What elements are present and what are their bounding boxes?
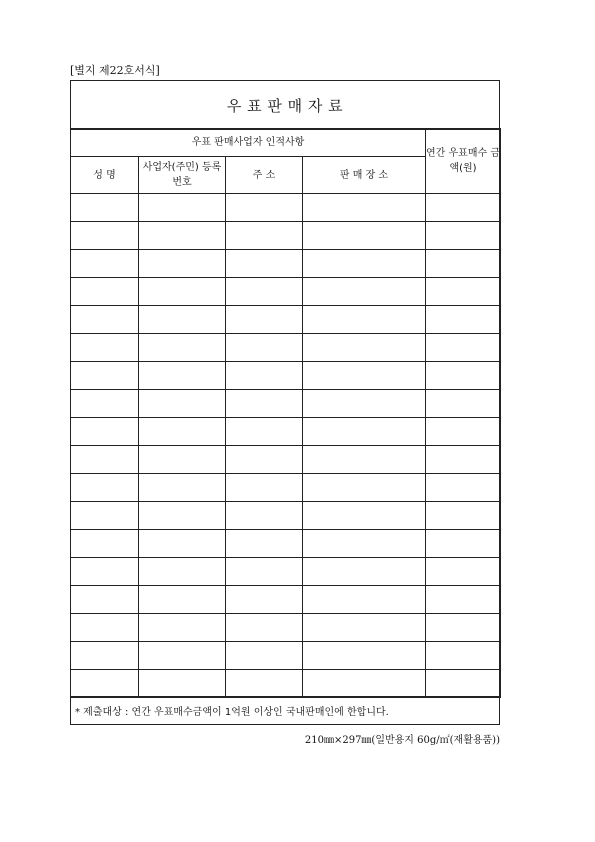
table-row <box>71 614 501 642</box>
sales-place-cell[interactable] <box>303 278 426 306</box>
sales-place-cell[interactable] <box>303 250 426 278</box>
registration-number-cell[interactable] <box>139 670 226 698</box>
registration-number-cell[interactable] <box>139 250 226 278</box>
address-cell[interactable] <box>226 390 303 418</box>
table-row <box>71 222 501 250</box>
registration-number-cell[interactable] <box>139 474 226 502</box>
annual-amount-cell[interactable] <box>426 446 501 474</box>
annual-amount-cell[interactable] <box>426 586 501 614</box>
annual-amount-cell[interactable] <box>426 614 501 642</box>
name-cell[interactable] <box>71 558 139 586</box>
table-row <box>71 446 501 474</box>
annual-amount-cell[interactable] <box>426 306 501 334</box>
annual-amount-cell[interactable] <box>426 502 501 530</box>
address-cell[interactable] <box>226 418 303 446</box>
registration-number-cell[interactable] <box>139 278 226 306</box>
address-cell[interactable] <box>226 670 303 698</box>
table-row <box>71 334 501 362</box>
annual-amount-cell[interactable] <box>426 278 501 306</box>
name-cell[interactable] <box>71 194 139 222</box>
name-cell[interactable] <box>71 530 139 558</box>
registration-number-cell[interactable] <box>139 390 226 418</box>
submission-note: * 제출대상 : 연간 우표매수금액이 1억원 이상인 국내판매인에 한합니다. <box>71 696 499 724</box>
name-cell[interactable] <box>71 390 139 418</box>
sales-place-cell[interactable] <box>303 558 426 586</box>
annual-amount-cell[interactable] <box>426 250 501 278</box>
sales-place-header: 판 매 장 소 <box>303 157 426 194</box>
registration-number-cell[interactable] <box>139 446 226 474</box>
sales-place-cell[interactable] <box>303 614 426 642</box>
name-cell[interactable] <box>71 502 139 530</box>
registration-number-cell[interactable] <box>139 642 226 670</box>
annual-amount-cell[interactable] <box>426 334 501 362</box>
registration-number-header: 사업자(주민) 등록번호 <box>139 157 226 194</box>
address-cell[interactable] <box>226 222 303 250</box>
address-cell[interactable] <box>226 558 303 586</box>
registration-number-cell[interactable] <box>139 558 226 586</box>
name-cell[interactable] <box>71 278 139 306</box>
sales-place-cell[interactable] <box>303 530 426 558</box>
registration-number-cell[interactable] <box>139 334 226 362</box>
name-cell[interactable] <box>71 614 139 642</box>
address-cell[interactable] <box>226 474 303 502</box>
name-cell[interactable] <box>71 362 139 390</box>
sales-place-cell[interactable] <box>303 390 426 418</box>
name-cell[interactable] <box>71 446 139 474</box>
sales-place-cell[interactable] <box>303 670 426 698</box>
header-row-1 <box>71 129 501 157</box>
registration-number-cell[interactable] <box>139 362 226 390</box>
sales-place-cell[interactable] <box>303 642 426 670</box>
table-row <box>71 306 501 334</box>
annual-amount-cell[interactable] <box>426 222 501 250</box>
sales-place-cell[interactable] <box>303 222 426 250</box>
table-row <box>71 390 501 418</box>
name-cell[interactable] <box>71 222 139 250</box>
table-row <box>71 194 501 222</box>
address-cell[interactable] <box>226 194 303 222</box>
form-title: 우 표 판 매 자 료 <box>226 96 344 115</box>
sales-place-cell[interactable] <box>303 418 426 446</box>
name-cell[interactable] <box>71 250 139 278</box>
registration-number-cell[interactable] <box>139 586 226 614</box>
name-cell[interactable] <box>71 642 139 670</box>
annual-amount-header: 연간 우표매수 금액(원) <box>426 129 501 194</box>
table-row <box>71 502 501 530</box>
name-cell[interactable] <box>71 418 139 446</box>
table-row <box>71 586 501 614</box>
table-row <box>71 418 501 446</box>
annual-amount-cell[interactable] <box>426 474 501 502</box>
address-cell[interactable] <box>226 278 303 306</box>
name-cell[interactable] <box>71 306 139 334</box>
sales-place-cell[interactable] <box>303 446 426 474</box>
sales-place-cell[interactable] <box>303 474 426 502</box>
sales-place-cell[interactable] <box>303 586 426 614</box>
sales-place-cell[interactable] <box>303 502 426 530</box>
sales-place-cell[interactable] <box>303 194 426 222</box>
address-cell[interactable] <box>226 334 303 362</box>
paper-spec-footnote: 210㎜×297㎜(일반용지 60g/㎡(재활용품)) <box>304 735 500 746</box>
registration-number-cell[interactable] <box>139 222 226 250</box>
table-row <box>71 474 501 502</box>
form-number-label: [별지 제22호서식] <box>70 64 160 77</box>
name-cell[interactable] <box>71 586 139 614</box>
annual-amount-cell[interactable] <box>426 362 501 390</box>
title-row <box>71 81 499 130</box>
address-cell[interactable] <box>226 642 303 670</box>
table-row <box>71 642 501 670</box>
registration-number-cell[interactable] <box>139 614 226 642</box>
registration-number-cell[interactable] <box>139 418 226 446</box>
sales-place-cell[interactable] <box>303 306 426 334</box>
address-cell[interactable] <box>226 586 303 614</box>
sales-place-cell[interactable] <box>303 362 426 390</box>
table-row <box>71 530 501 558</box>
address-cell[interactable] <box>226 250 303 278</box>
table-row <box>71 670 501 698</box>
registration-number-cell[interactable] <box>139 194 226 222</box>
annual-amount-cell[interactable] <box>426 670 501 698</box>
seller-info-header: 우표 판매사업자 인적사항 <box>71 129 426 157</box>
form-frame <box>70 80 500 725</box>
address-cell[interactable] <box>226 530 303 558</box>
registration-number-cell[interactable] <box>139 530 226 558</box>
annual-amount-cell[interactable] <box>426 642 501 670</box>
name-cell[interactable] <box>71 670 139 698</box>
registration-number-cell[interactable] <box>139 502 226 530</box>
address-header: 주 소 <box>226 157 303 194</box>
annual-amount-cell[interactable] <box>426 390 501 418</box>
table-row <box>71 362 501 390</box>
address-cell[interactable] <box>226 362 303 390</box>
name-cell[interactable] <box>71 334 139 362</box>
table-row <box>71 278 501 306</box>
address-cell[interactable] <box>226 306 303 334</box>
sales-table <box>70 128 501 698</box>
address-cell[interactable] <box>226 614 303 642</box>
annual-amount-cell[interactable] <box>426 194 501 222</box>
name-cell[interactable] <box>71 474 139 502</box>
table-row <box>71 558 501 586</box>
address-cell[interactable] <box>226 446 303 474</box>
sales-place-cell[interactable] <box>303 334 426 362</box>
annual-amount-cell[interactable] <box>426 558 501 586</box>
name-header: 성 명 <box>71 157 139 194</box>
address-cell[interactable] <box>226 502 303 530</box>
table-row <box>71 250 501 278</box>
annual-amount-cell[interactable] <box>426 418 501 446</box>
registration-number-cell[interactable] <box>139 306 226 334</box>
annual-amount-cell[interactable] <box>426 530 501 558</box>
